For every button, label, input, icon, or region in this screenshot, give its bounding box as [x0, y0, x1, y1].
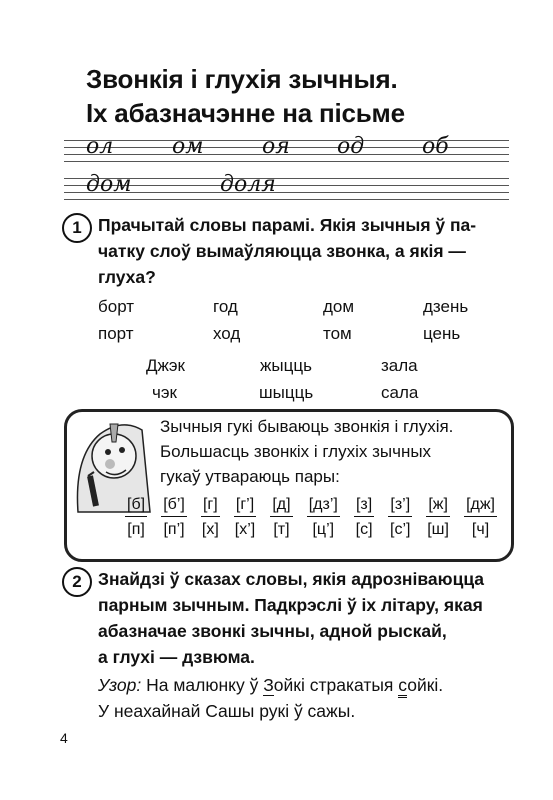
- double-underlined-letter: с: [398, 675, 407, 698]
- word: зала: [381, 356, 418, 375]
- voiceless-consonant: [х’]: [234, 521, 256, 538]
- script-word: доля: [220, 172, 276, 197]
- voiceless-consonant: [ц’]: [312, 521, 335, 538]
- word: год: [213, 297, 238, 316]
- rule-line: Зычныя гукі бываюць звонкія і глухія.: [160, 417, 454, 436]
- word: том: [323, 324, 352, 343]
- consonant-pair: [307, 494, 340, 541]
- task2-line: парным зычным. Падкрэслі ў іх літару, якая: [98, 595, 483, 615]
- word: чэк: [152, 383, 177, 402]
- consonant-pair: [354, 494, 374, 541]
- task-number-badge: 1: [62, 213, 92, 243]
- script-word: ом: [172, 134, 204, 159]
- consonant-pair: [388, 494, 412, 541]
- word: дзень: [423, 297, 469, 316]
- consonant-pairs: [125, 494, 497, 541]
- title-line-2: Іх абазначэнне на пісьме: [86, 98, 405, 128]
- example-text: ойкі.: [407, 675, 444, 695]
- example-sentences: [98, 672, 443, 724]
- voiced-consonant: [ж]: [426, 494, 450, 517]
- word: Джэк: [146, 356, 185, 375]
- voiced-consonant: [д]: [270, 494, 292, 517]
- consonant-pair: [464, 494, 497, 541]
- word: жыцць: [260, 356, 312, 375]
- voiceless-consonant: [с]: [355, 521, 373, 538]
- voiced-consonant: [з’]: [388, 494, 412, 517]
- consonant-pair: [201, 494, 220, 541]
- task2-line: а глухі — дзвюма.: [98, 647, 255, 667]
- consonant-pair: [270, 494, 292, 541]
- rule-line: гукаў утвараюць пары:: [160, 467, 340, 486]
- voiced-consonant: [б’]: [161, 494, 187, 517]
- title-line-1: Звонкія і глухія зычныя.: [86, 64, 398, 94]
- task2-instruction: [98, 566, 508, 670]
- example-text: ойкі стракатыя: [273, 675, 399, 695]
- task1-line: чатку слоў вымаўляюцца звонка, а якія —: [98, 241, 466, 261]
- voiceless-consonant: [п]: [127, 521, 145, 538]
- word: сала: [381, 383, 419, 402]
- script-word: оя: [262, 134, 290, 159]
- voiced-consonant: [г]: [201, 494, 220, 517]
- consonant-pair: [161, 494, 187, 541]
- rule-line: Большасць звонкіх і глухіх зычных: [160, 442, 432, 461]
- single-underlined-letter: З: [263, 675, 274, 695]
- consonant-pair: [234, 494, 256, 541]
- rule-text: [160, 414, 498, 489]
- voiced-consonant: [з]: [354, 494, 374, 517]
- task-number-badge: 2: [62, 567, 92, 597]
- page-title: [86, 62, 405, 130]
- example-label: Узор:: [98, 675, 142, 695]
- voiceless-consonant: [х]: [201, 521, 219, 538]
- word: шыцць: [259, 383, 314, 402]
- task2-line: Знайдзі ў сказах словы, якія адрозніваюцца: [98, 569, 485, 589]
- word: цень: [423, 324, 461, 343]
- page-number: 4: [60, 730, 68, 746]
- word: ход: [213, 324, 241, 343]
- voiceless-consonant: [т]: [273, 521, 290, 538]
- word: борт: [98, 297, 135, 316]
- sentence: У неахайнай Сашы рукі ў сажы.: [98, 701, 356, 721]
- voiced-consonant: [г’]: [234, 494, 256, 517]
- example-text: На малюнку ў: [146, 675, 264, 695]
- voiced-consonant: [дж]: [464, 494, 497, 517]
- script-word: од: [337, 134, 365, 159]
- word: порт: [98, 324, 134, 343]
- task2-line: абазначае звонкі зычны, адной рыскай,: [98, 621, 447, 641]
- voiceless-consonant: [с’]: [390, 521, 411, 538]
- voiceless-consonant: [п’]: [163, 521, 185, 538]
- voiced-consonant: [дз’]: [307, 494, 340, 517]
- voiceless-consonant: [ч]: [471, 521, 490, 538]
- example-sentence: [98, 672, 443, 698]
- voiced-consonant: [б]: [125, 494, 147, 517]
- voiceless-consonant: [ш]: [427, 521, 449, 538]
- task1-instruction: [98, 212, 508, 290]
- task1-line: Прачытай словы парамі. Якія зычныя ў па-: [98, 215, 477, 235]
- consonant-pair: [125, 494, 147, 541]
- script-word: ол: [86, 134, 114, 159]
- script-word: дом: [86, 172, 132, 197]
- word: дом: [323, 297, 355, 316]
- task1-line: глуха?: [98, 267, 156, 287]
- consonant-pair: [426, 494, 450, 541]
- script-word: об: [422, 134, 449, 159]
